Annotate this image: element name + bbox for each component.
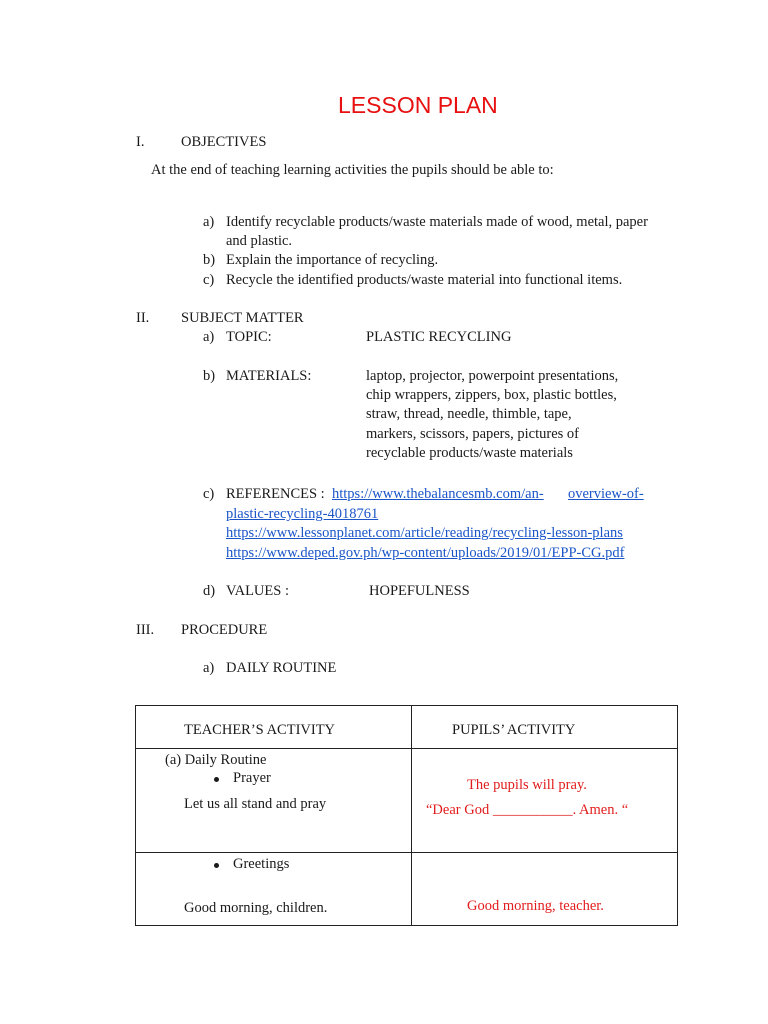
bullet-icon	[214, 863, 219, 868]
pupil-prayer-quote: “Dear God ___________. Amen. “	[426, 802, 629, 818]
table-header-cell	[412, 706, 678, 749]
page-title: LESSON PLAN	[338, 92, 498, 118]
table-cell	[136, 853, 412, 926]
materials-label: MATERIALS:	[226, 368, 312, 384]
materials-line: chip wrappers, zippers, box, plastic bottles,	[366, 387, 617, 403]
procedure-sub-label: DAILY ROUTINE	[226, 660, 337, 676]
objective-item: Explain the importance of recycling.	[226, 252, 439, 268]
teacher-greeting-text: Good morning, children.	[184, 900, 328, 916]
teacher-activity-header: TEACHER’S ACTIVITY	[184, 722, 336, 738]
table-cell	[412, 853, 678, 926]
list-marker: b)	[203, 368, 216, 384]
topic-label: TOPIC:	[226, 329, 272, 345]
references-label: REFERENCES :	[226, 486, 325, 502]
section-heading-procedure: PROCEDURE	[181, 622, 268, 638]
pupils-activity-header: PUPILS’ ACTIVITY	[452, 722, 576, 738]
reference-link-3[interactable]: https://www.deped.gov.ph/wp-content/uploads/2019/01/EPP-CG.pdf	[226, 545, 625, 561]
reference-link-2[interactable]: https://www.lessonplanet.com/article/reading/recycling-lesson-plans	[226, 525, 623, 541]
pupil-greeting-text: Good morning, teacher.	[467, 898, 604, 914]
teacher-prayer-text: Let us all stand and pray	[184, 796, 327, 812]
table-header-cell	[136, 706, 412, 749]
table-row	[136, 853, 678, 926]
reference-link-1-continued[interactable]: overview-of-	[568, 486, 644, 502]
topic-value: PLASTIC RECYCLING	[366, 329, 512, 345]
list-marker: c)	[203, 272, 215, 288]
bullet-icon	[214, 777, 219, 782]
table-row	[136, 749, 678, 853]
list-marker: a)	[203, 329, 215, 345]
section-number: III.	[136, 622, 155, 638]
section-number: I.	[136, 134, 145, 150]
activity-table	[135, 705, 678, 926]
reference-link-1[interactable]: https://www.thebalancesmb.com/an-	[332, 486, 544, 502]
objective-item-continued: and plastic.	[226, 233, 293, 249]
objectives-intro: At the end of teaching learning activities the pupils should be able to:	[151, 162, 554, 178]
materials-line: laptop, projector, powerpoint presentations,	[366, 368, 619, 384]
objective-item: Identify recyclable products/waste materials made of wood, metal, paper	[226, 214, 648, 230]
materials-line: recyclable products/waste materials	[366, 445, 573, 461]
list-marker: c)	[203, 486, 215, 502]
list-marker: a)	[203, 214, 215, 230]
objective-item: Recycle the identified products/waste material into functional items.	[226, 272, 623, 288]
greetings-bullet-text: Greetings	[233, 856, 290, 872]
prayer-bullet-text: Prayer	[233, 770, 271, 786]
pupil-prayer-text: The pupils will pray.	[467, 777, 587, 793]
list-marker: b)	[203, 252, 216, 268]
list-marker: d)	[203, 583, 216, 599]
materials-line: markers, scissors, papers, pictures of	[366, 426, 580, 442]
section-heading-subject-matter: SUBJECT MATTER	[181, 310, 304, 326]
values-value: HOPEFULNESS	[369, 583, 470, 599]
materials-line: straw, thread, needle, thimble, tape,	[366, 406, 572, 422]
table-cell	[412, 749, 678, 853]
reference-link-1-end[interactable]: plastic-recycling-4018761	[226, 506, 379, 522]
table-cell	[136, 749, 412, 853]
daily-routine-heading: (a) Daily Routine	[165, 752, 267, 768]
values-label: VALUES :	[226, 583, 289, 599]
table-header-row	[136, 706, 678, 749]
section-number: II.	[136, 310, 150, 326]
section-heading-objectives: OBJECTIVES	[181, 134, 267, 150]
list-marker: a)	[203, 660, 215, 676]
